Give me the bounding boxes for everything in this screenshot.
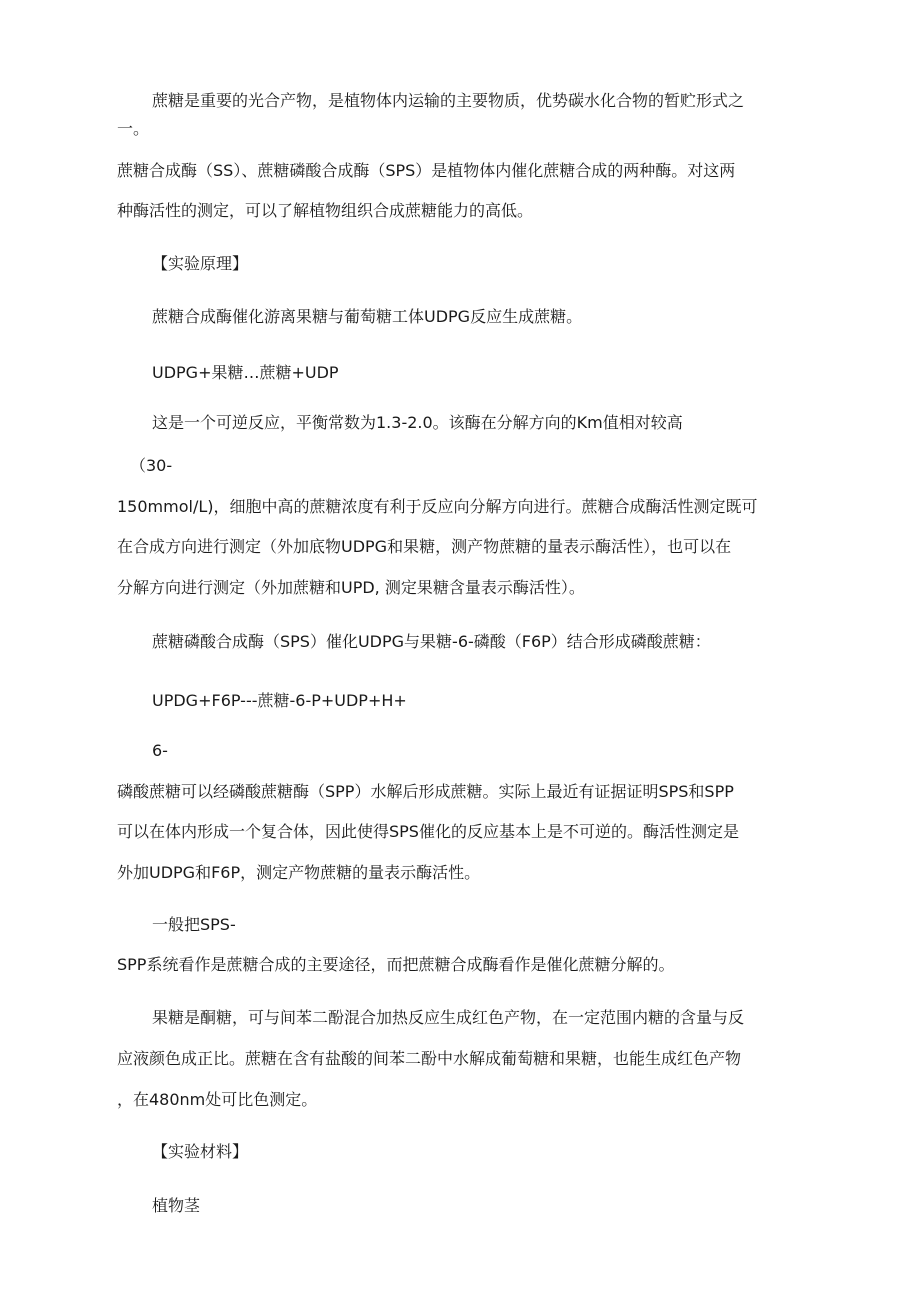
section-heading: 【实验原理】 bbox=[152, 254, 249, 273]
text-line: ，在480nm处可比色测定。 bbox=[117, 1090, 318, 1109]
text-line: 分解方向进行测定（外加蔗糖和UPD, 测定果糖含量表示酶活性）。 bbox=[117, 578, 585, 597]
text-line: 外加UDPG和F6P，测定产物蔗糖的量表示酶活性。 bbox=[117, 863, 481, 882]
text-line: 在合成方向进行测定（外加底物UDPG和果糖，测产物蔗糖的量表示酶活性），也可以在 bbox=[117, 537, 732, 556]
text-line: 一般把SPS- bbox=[152, 915, 236, 934]
text-line: 应液颜色成正比。蔗糖在含有盐酸的间苯二酚中水解成葡萄糖和果糖，也能生成红色产物 bbox=[117, 1049, 742, 1068]
text-line: SPP系统看作是蔗糖合成的主要途径，而把蔗糖合成酶看作是催化蔗糖分解的。 bbox=[117, 955, 675, 974]
text-line: 可以在体内形成一个复合体，因此使得SPS催化的反应基本上是不可逆的。酶活性测定是 bbox=[117, 822, 739, 841]
text-line: 150mmol/L)，细胞中高的蔗糖浓度有利于反应向分解方向进行。蔗糖合成酶活性测定既可 bbox=[117, 497, 758, 516]
text-line: 这是一个可逆反应，平衡常数为1.3-2.0。该酶在分解方向的Km值相对较高 bbox=[152, 413, 683, 432]
text-line: 蔗糖合成酶（SS）、蔗糖磷酸合成酶（SPS）是植物体内催化蔗糖合成的两种酶。对这两 bbox=[117, 161, 736, 180]
text-line: 蔗糖合成酶催化游离果糖与葡萄糖工体UDPG反应生成蔗糖。 bbox=[152, 307, 583, 326]
section-heading: 【实验材料】 bbox=[152, 1142, 249, 1161]
text-line: 一。 bbox=[117, 119, 150, 138]
equation-line: UDPG+果糖…蔗糖+UDP bbox=[152, 363, 339, 382]
text-line: 蔗糖磷酸合成酶（SPS）催化UDPG与果糖-6-磷酸（F6P）结合形成磷酸蔗糖： bbox=[152, 632, 711, 651]
text-line: 植物茎 bbox=[152, 1196, 201, 1215]
text-line: 果糖是酮糖，可与间苯二酚混合加热反应生成红色产物，在一定范围内糖的含量与反 bbox=[152, 1008, 745, 1027]
text-line: 蔗糖是重要的光合产物，是植物体内运输的主要物质，优势碳水化合物的暂贮形式之 bbox=[152, 91, 745, 110]
text-line: （30- bbox=[130, 456, 173, 475]
text-line: 磷酸蔗糖可以经磷酸蔗糖酶（SPP）水解后形成蔗糖。实际上最近有证据证明SPS和SPP bbox=[117, 782, 734, 801]
text-line: 6- bbox=[152, 741, 168, 760]
equation-line: UPDG+F6P---蔗糖-6-P+UDP+H+ bbox=[152, 691, 407, 710]
text-line: 种酶活性的测定，可以了解植物组织合成蔗糖能力的高低。 bbox=[117, 201, 534, 220]
